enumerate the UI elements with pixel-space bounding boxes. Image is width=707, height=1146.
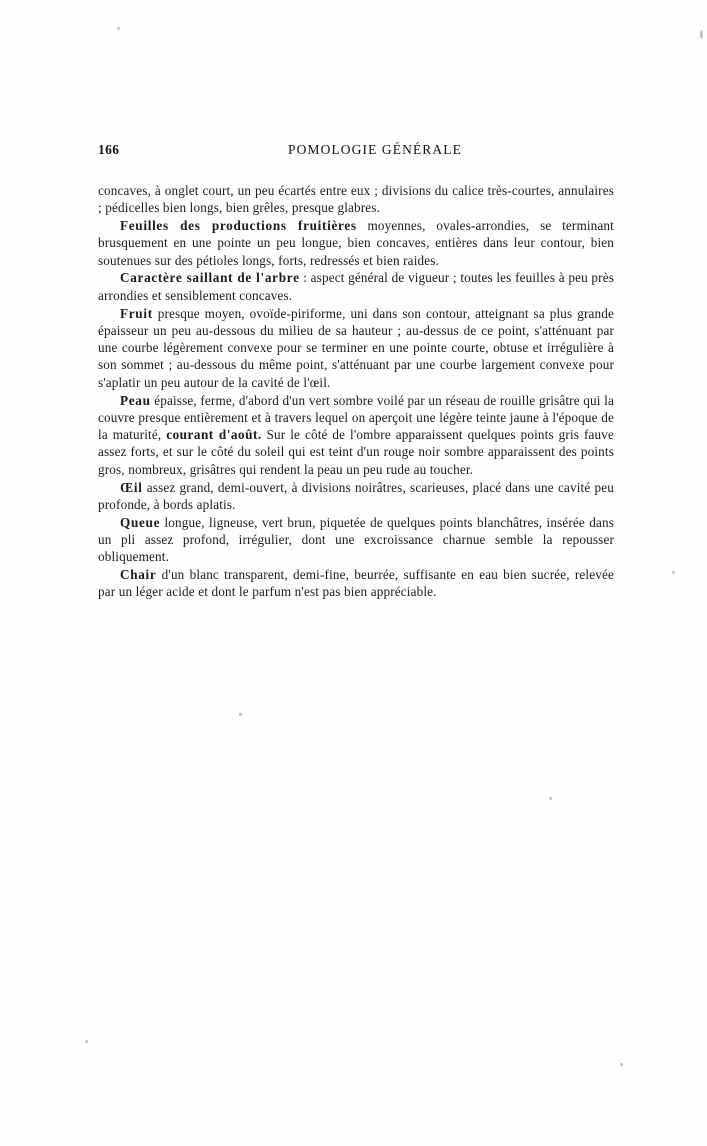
paragraph-text-continued: Sur le côté de l'ombre apparaissent quelques points gris fauve assez forts, et sur le côté du soleil qui est teint d'un rouge noir sombre apparaissent des points gros, nombreux, grisâtres qui rendent la peau un peu rude au toucher. xyxy=(98,427,614,477)
scan-speck xyxy=(672,571,675,574)
paragraph-text: assez grand, demi-ouvert, à divisions noirâtres, scarieuses, placé dans une cavité peu profonde, à bords aplatis. xyxy=(98,479,614,512)
scan-speck xyxy=(117,27,120,30)
page-content xyxy=(98,140,614,601)
scan-speck xyxy=(85,1040,88,1043)
paragraph-lead: Queue xyxy=(120,514,161,530)
paragraph-lead: Œil xyxy=(120,479,143,495)
paragraph-text: : aspect général de vigueur ; toutes les feuilles à peu près arrondies et sensiblement concaves. xyxy=(98,270,615,303)
paragraph xyxy=(98,217,614,269)
scan-speck xyxy=(620,1063,623,1066)
paragraph-lead: Feuilles des productions fruitières xyxy=(120,218,357,234)
paragraph xyxy=(98,514,614,566)
paragraph-text: concaves, à onglet court, un peu écartés entre eux ; divisions du calice très-courtes, annulaires ; pédicelles bien longs, bien grêles, presque glabres. xyxy=(98,183,614,216)
paragraph-emphasis: courant d'août. xyxy=(166,427,262,443)
scan-speck xyxy=(239,713,242,716)
paragraph-text: épaisse, ferme, d'abord d'un vert sombre voilé par un réseau de rouille grisâtre qui la couvre presque entièrement et à travers lequel on aperçoit une légère teinte jaune à l'époque de la maturité, xyxy=(98,392,614,443)
paragraph xyxy=(98,392,614,478)
paragraph-lead: Fruit xyxy=(120,305,153,321)
paragraph xyxy=(98,566,614,601)
paragraph-text: presque moyen, ovoïde-piriforme, uni dans son contour, atteignant sa plus grande épaisseur un peu au-dessous du milieu de sa hauteur ; au-dessus de ce point, s'atténuant par une courbe légèrement convexe pour se terminer en une pointe courte, obtuse et irrégulière à son sommet ; au-dessous du même point, s'atténuant par une courbe largement convexe pour s'aplatir un peu autour de la cavité de l'œil. xyxy=(98,305,614,390)
paragraph-text: d'un blanc transparent, demi-fine, beurrée, suffisante en eau bien sucrée, relevée par un léger acide et dont le parfum n'est pas bien appréciable. xyxy=(98,567,614,600)
paragraph xyxy=(98,269,614,304)
page-header xyxy=(98,140,614,170)
paragraph-lead: Peau xyxy=(120,392,151,408)
paragraph-lead: Caractère saillant de l'arbre xyxy=(120,270,300,286)
paragraph-text: moyennes, ovales-arrondies, se terminant brusquement en une pointe un peu longue, bien concaves, entières dans leur contour, bien soutenues sur des pétioles longs, forts, redressés et bien raides. xyxy=(98,218,614,268)
scan-speck xyxy=(549,797,552,800)
running-title: POMOLOGIE GÉNÉRALE xyxy=(288,142,462,157)
paragraph-text: longue, ligneuse, vert brun, piquetée de quelques points blanchâtres, insérée dans un pli assez profond, irrégulier, dont une excroissance charnue semble la repousser obliquement. xyxy=(98,514,614,565)
paragraph xyxy=(98,305,614,391)
paragraph xyxy=(98,182,614,217)
scan-speck xyxy=(700,30,703,39)
paragraph xyxy=(98,479,614,514)
paragraph-lead: Chair xyxy=(120,567,157,583)
page-number: 166 xyxy=(98,142,120,157)
